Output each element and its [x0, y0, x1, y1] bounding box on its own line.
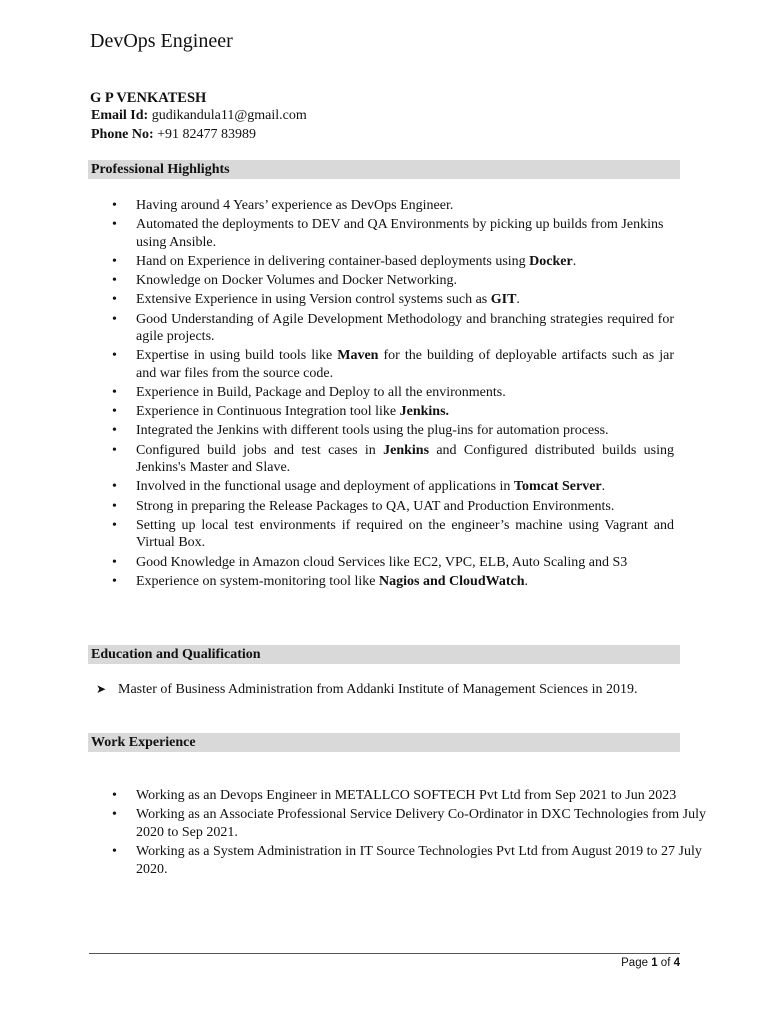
highlight-item — [90, 384, 674, 402]
highlight-text: Expertise in using build tools like — [136, 348, 338, 364]
highlight-item — [90, 347, 674, 382]
page-word: Page — [621, 957, 648, 969]
work-item — [90, 843, 730, 878]
highlight-item — [90, 311, 674, 346]
bullet-icon: • — [112, 404, 117, 420]
highlight-keyword: Jenkins. — [399, 404, 450, 420]
bullet-icon: • — [112, 498, 117, 514]
work-list — [90, 787, 730, 880]
bullet-icon: • — [112, 348, 117, 364]
highlight-item — [90, 253, 674, 271]
bullet-icon: • — [112, 573, 117, 589]
highlight-item — [90, 498, 674, 516]
highlight-keyword: Tomcat Server — [513, 479, 602, 495]
phone-line — [91, 127, 256, 143]
education-text: Master of Business Administration from Addanki Institute of Management Sciences in 2019. — [118, 682, 638, 697]
phone-label: Phone No: — [91, 127, 154, 142]
bullet-icon: • — [112, 517, 117, 533]
highlight-text: Good Knowledge in Amazon cloud Services like EC2, VPC, ELB, Auto Scaling and S3 — [136, 554, 628, 570]
bullet-icon: • — [112, 217, 117, 233]
highlight-item — [90, 554, 674, 572]
highlight-text: Strong in preparing the Release Packages to QA, UAT and Production Environments. — [136, 498, 615, 514]
highlight-text-tail: . — [524, 573, 528, 589]
highlight-keyword: Nagios and CloudWatch — [379, 573, 525, 589]
document-title: DevOps Engineer — [90, 30, 233, 52]
of-word: of — [660, 957, 671, 969]
page-number: 1 — [651, 957, 658, 969]
bullet-icon: • — [112, 311, 117, 327]
highlight-text: Experience in Continuous Integration tool like — [136, 404, 400, 420]
highlight-item — [90, 422, 674, 440]
highlight-item — [90, 272, 674, 290]
highlight-text: Knowledge on Docker Volumes and Docker Networking. — [136, 273, 458, 289]
highlight-text: Involved in the functional usage and deployment of applications in — [136, 479, 514, 495]
bullet-icon: • — [112, 554, 117, 570]
highlight-text-tail: . — [601, 479, 606, 495]
education-item — [96, 682, 637, 698]
highlights-list — [90, 197, 674, 592]
highlight-keyword: GIT — [490, 292, 517, 308]
highlight-keyword: Docker — [529, 253, 573, 269]
bullet-icon: • — [112, 442, 117, 458]
bullet-icon: • — [112, 479, 117, 495]
phone-value: +91 82477 83989 — [157, 127, 257, 142]
highlight-text: Hand on Experience in delivering container-based deployments using — [136, 253, 530, 269]
bullet-icon: • — [112, 253, 117, 269]
work-text: Working as an Devops Engineer in METALLCO SOFTECH Pvt Ltd from Sep 2021 to Jun 2023 — [136, 788, 677, 803]
highlight-item — [90, 442, 674, 477]
bullet-icon: • — [112, 385, 117, 401]
highlight-text-tail: and Configured distributed builds using Jenkins's Master and Slave. — [136, 442, 674, 476]
highlight-item — [90, 291, 674, 309]
highlight-text: Integrated the Jenkins with different tools using the plug-ins for automation process. — [136, 423, 609, 439]
highlight-item — [90, 573, 674, 591]
bullet-icon: • — [112, 807, 117, 823]
highlight-text: Good Understanding of Agile Development Methodology and branching strategies required for agile projects. — [136, 311, 674, 345]
work-item — [90, 787, 730, 805]
highlight-text: Configured build jobs and test cases in — [136, 442, 384, 458]
education-heading: Education and Qualification — [88, 645, 680, 664]
highlights-heading: Professional Highlights — [88, 160, 680, 179]
bullet-icon: • — [112, 273, 117, 289]
highlight-text: Experience on system-monitoring tool like — [136, 573, 380, 589]
highlight-text-tail: . — [516, 292, 520, 308]
work-text: Working as a System Administration in IT Source Technologies Pvt Ltd from August 2019 to 27 July 2020. — [136, 843, 702, 877]
highlight-text: Automated the deployments to DEV and QA Environments by picking up builds from Jenkins using Ansible. — [136, 217, 664, 250]
email-value: gudikandula11@gmail.com — [151, 108, 307, 123]
page-footer — [621, 957, 680, 969]
highlight-text-tail: for the building of deployable artifacts such as jar and war files from the source code. — [136, 348, 674, 381]
highlight-item — [90, 478, 674, 496]
highlight-text: Extensive Experience in using Version control systems such as — [136, 292, 491, 308]
highlight-item — [90, 197, 674, 215]
bullet-icon: • — [112, 198, 117, 213]
arrow-bullet-icon: ➤ — [96, 682, 107, 696]
bullet-icon: • — [112, 788, 117, 803]
email-label: Email Id: — [91, 108, 149, 123]
bullet-icon: • — [112, 843, 117, 859]
work-heading: Work Experience — [88, 733, 680, 752]
page-total: 4 — [673, 957, 680, 969]
bullet-icon: • — [112, 292, 117, 308]
highlight-text: Setting up local test environments if required on the engineer’s machine using Vagrant and Virtual Box. — [136, 517, 674, 551]
highlight-text: Experience in Build, Package and Deploy to all the environments. — [136, 385, 506, 401]
highlight-text: Having around 4 Years’ experience as DevOps Engineer. — [136, 198, 454, 213]
bullet-icon: • — [112, 423, 117, 439]
highlight-text-tail: . — [572, 253, 577, 269]
highlight-item — [90, 216, 674, 251]
work-text: Working as an Associate Professional Service Delivery Co-Ordinator in DXC Technologies from July 2020 to Sep 2021. — [136, 807, 706, 840]
work-item — [90, 806, 730, 841]
highlight-item — [90, 403, 674, 421]
footer-divider — [89, 953, 680, 954]
highlight-keyword: Maven — [337, 348, 379, 364]
highlight-keyword: Jenkins — [383, 442, 430, 458]
candidate-name: G P VENKATESH — [90, 90, 207, 106]
highlight-item — [90, 517, 674, 552]
email-line — [91, 108, 307, 124]
